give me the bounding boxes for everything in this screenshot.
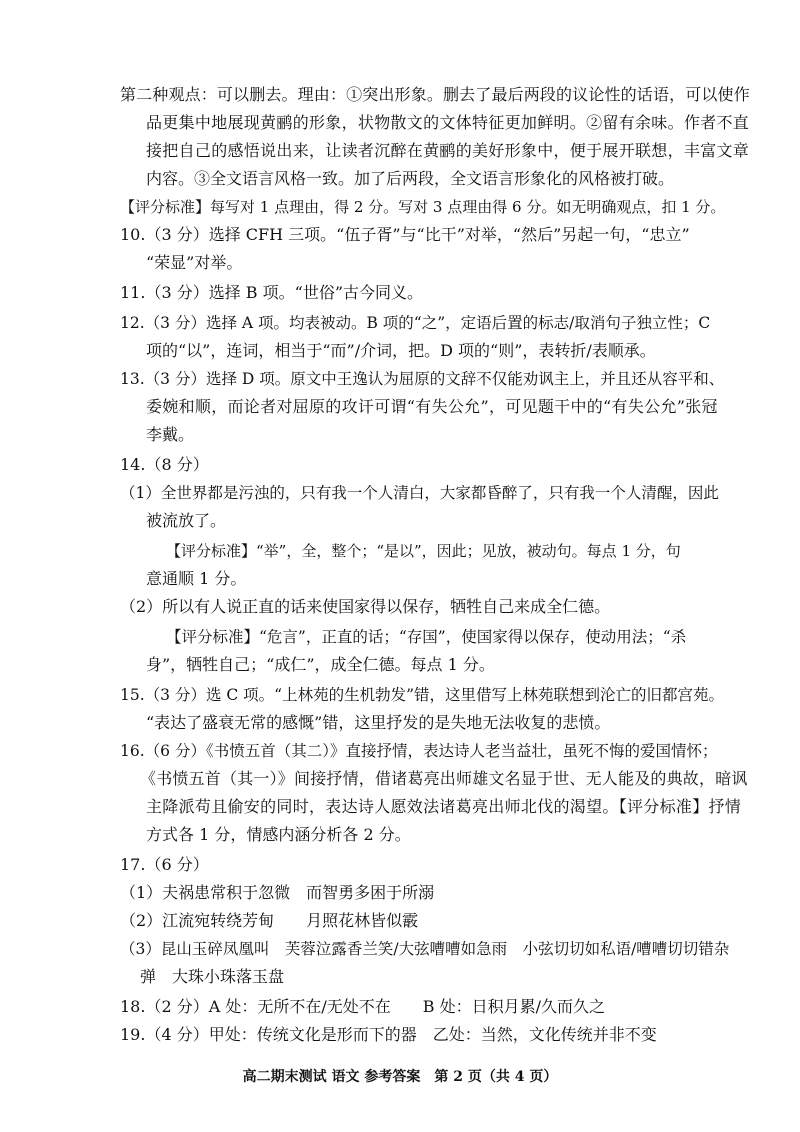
- text-line: （1）全世界都是污浊的，只有我一个人清白，大家都昏醉了，只有我一个人清醒，因此: [120, 484, 719, 502]
- text-line: 弹 大珠小珠落玉盘: [140, 967, 285, 986]
- text-line: 方式各 1 分，情感内涵分析各 2 分。: [146, 825, 411, 844]
- question-15-answer: 15.（3 分）选 C 项。“上林苑的生机勃发”错，这里借写上林苑联想到沦亡的旧都宫苑。: [120, 686, 725, 704]
- question-17-heading: 17.（6 分）: [120, 855, 209, 874]
- text-line: 项的“以”，连词，相当于“而”/介词，把。D 项的“则”，表转折/表顺承。: [146, 341, 656, 360]
- text-line: 主降派苟且偷安的同时，表达诗人愿效法诸葛亮出师北伐的渴望。【评分标准】抒情: [146, 797, 742, 816]
- question-18-answer: 18.（2 分）A 处：无所不在/无处不在 B 处：日积月累/久而久之: [120, 997, 605, 1016]
- question-12-answer: 12.（3 分）选择 A 项。均表被动。B 项的“之”，定语后置的标志/取消句子独立性；C: [120, 314, 711, 332]
- question-13-answer: 13.（3 分）选择 D 项。原文中王逸认为屈原的文辞不仅能劝讽主上，并且还从容平和、: [120, 370, 725, 388]
- text-line: 李戴。: [146, 425, 195, 444]
- text-line: 接把自己的感悟说出来，让读者沉醉在黄鹂的美好形象中，便于展开联想，丰富文章: [146, 141, 750, 160]
- text-line: 委婉和顺，而论者对屈原的攻讦可谓“有失公允”，可见题干中的“有失公允”张冠: [146, 397, 718, 416]
- question-16-answer: 16.（6 分）《书愤五首（其二）》直接抒情，表达诗人老当益壮，虽死不悔的爱国情怀；: [120, 742, 718, 760]
- text-line: 身”，牺牲自己；“成仁”，成全仁德。每点 1 分。: [146, 655, 495, 674]
- text-line: （1）夫祸患常积于忽微 而智勇多困于所溺: [120, 883, 435, 902]
- scoring-standard: 【评分标准】每写对 1 点理由，得 2 分。写对 3 点理由得 6 分。如无明确观点，扣 1 分。: [120, 198, 726, 216]
- question-10-answer: 10.（3 分）选择 CFH 三项。“伍子胥”与“比干”对举，“然后”另起一句，“忠立”: [120, 225, 690, 244]
- text-line: 品更集中地展现黄鹂的形象，状物散文的文体特征更加鲜明。②留有余味。作者不直: [146, 113, 750, 132]
- scoring-standard: 【评分标准】“危言”，正直的话；“存国”，使国家得以保存，使动用法；“杀: [166, 628, 687, 646]
- question-19-answer: 19.（4 分）甲处：传统文化是形而下的器 乙处：当然，文化传统并非不变: [120, 1025, 657, 1044]
- text-line: 被流放了。: [146, 511, 227, 530]
- text-line: （3）昆山玉碎凤凰叫 芙蓉泣露香兰笑/大弦嘈嘈如急雨 小弦切切如私语/嘈嘈切切错杂: [120, 940, 730, 958]
- text-line: 意通顺 1 分。: [146, 569, 247, 588]
- text-line: 《书愤五首（其一）》间接抒情，借诸葛亮出师雄文名显于世、无人能及的典故，暗讽: [140, 769, 748, 788]
- text-line: （2）江流宛转绕芳甸 月照花林皆似霰: [120, 911, 419, 930]
- question-11-answer: 11.（3 分）选择 B 项。“世俗”古今同义。: [120, 283, 424, 302]
- text-line: 内容。③全文语言风格一致。加了后两段，全文语言形象化的风格被打破。: [146, 169, 675, 188]
- question-14-heading: 14.（8 分）: [120, 455, 209, 474]
- text-line: 第二种观点：可以删去。理由：①突出形象。删去了最后两段的议论性的话语，可以使作: [120, 85, 750, 104]
- scoring-standard: 【评分标准】“举”，全，整个；“是以”，因此；见放，被动句。每点 1 分，句: [166, 542, 681, 560]
- page-footer: 高二期末测试 语文 参考答案 第 2 页（共 4 页）: [242, 1069, 558, 1085]
- text-line: “荣显”对举。: [146, 253, 243, 272]
- text-line: “表达了盛衰无常的感慨”错，这里抒发的是失地无法收复的悲愤。: [146, 713, 611, 732]
- text-line: （2）所以有人说正直的话来使国家得以保存，牺牲自己来成全仁德。: [120, 597, 611, 616]
